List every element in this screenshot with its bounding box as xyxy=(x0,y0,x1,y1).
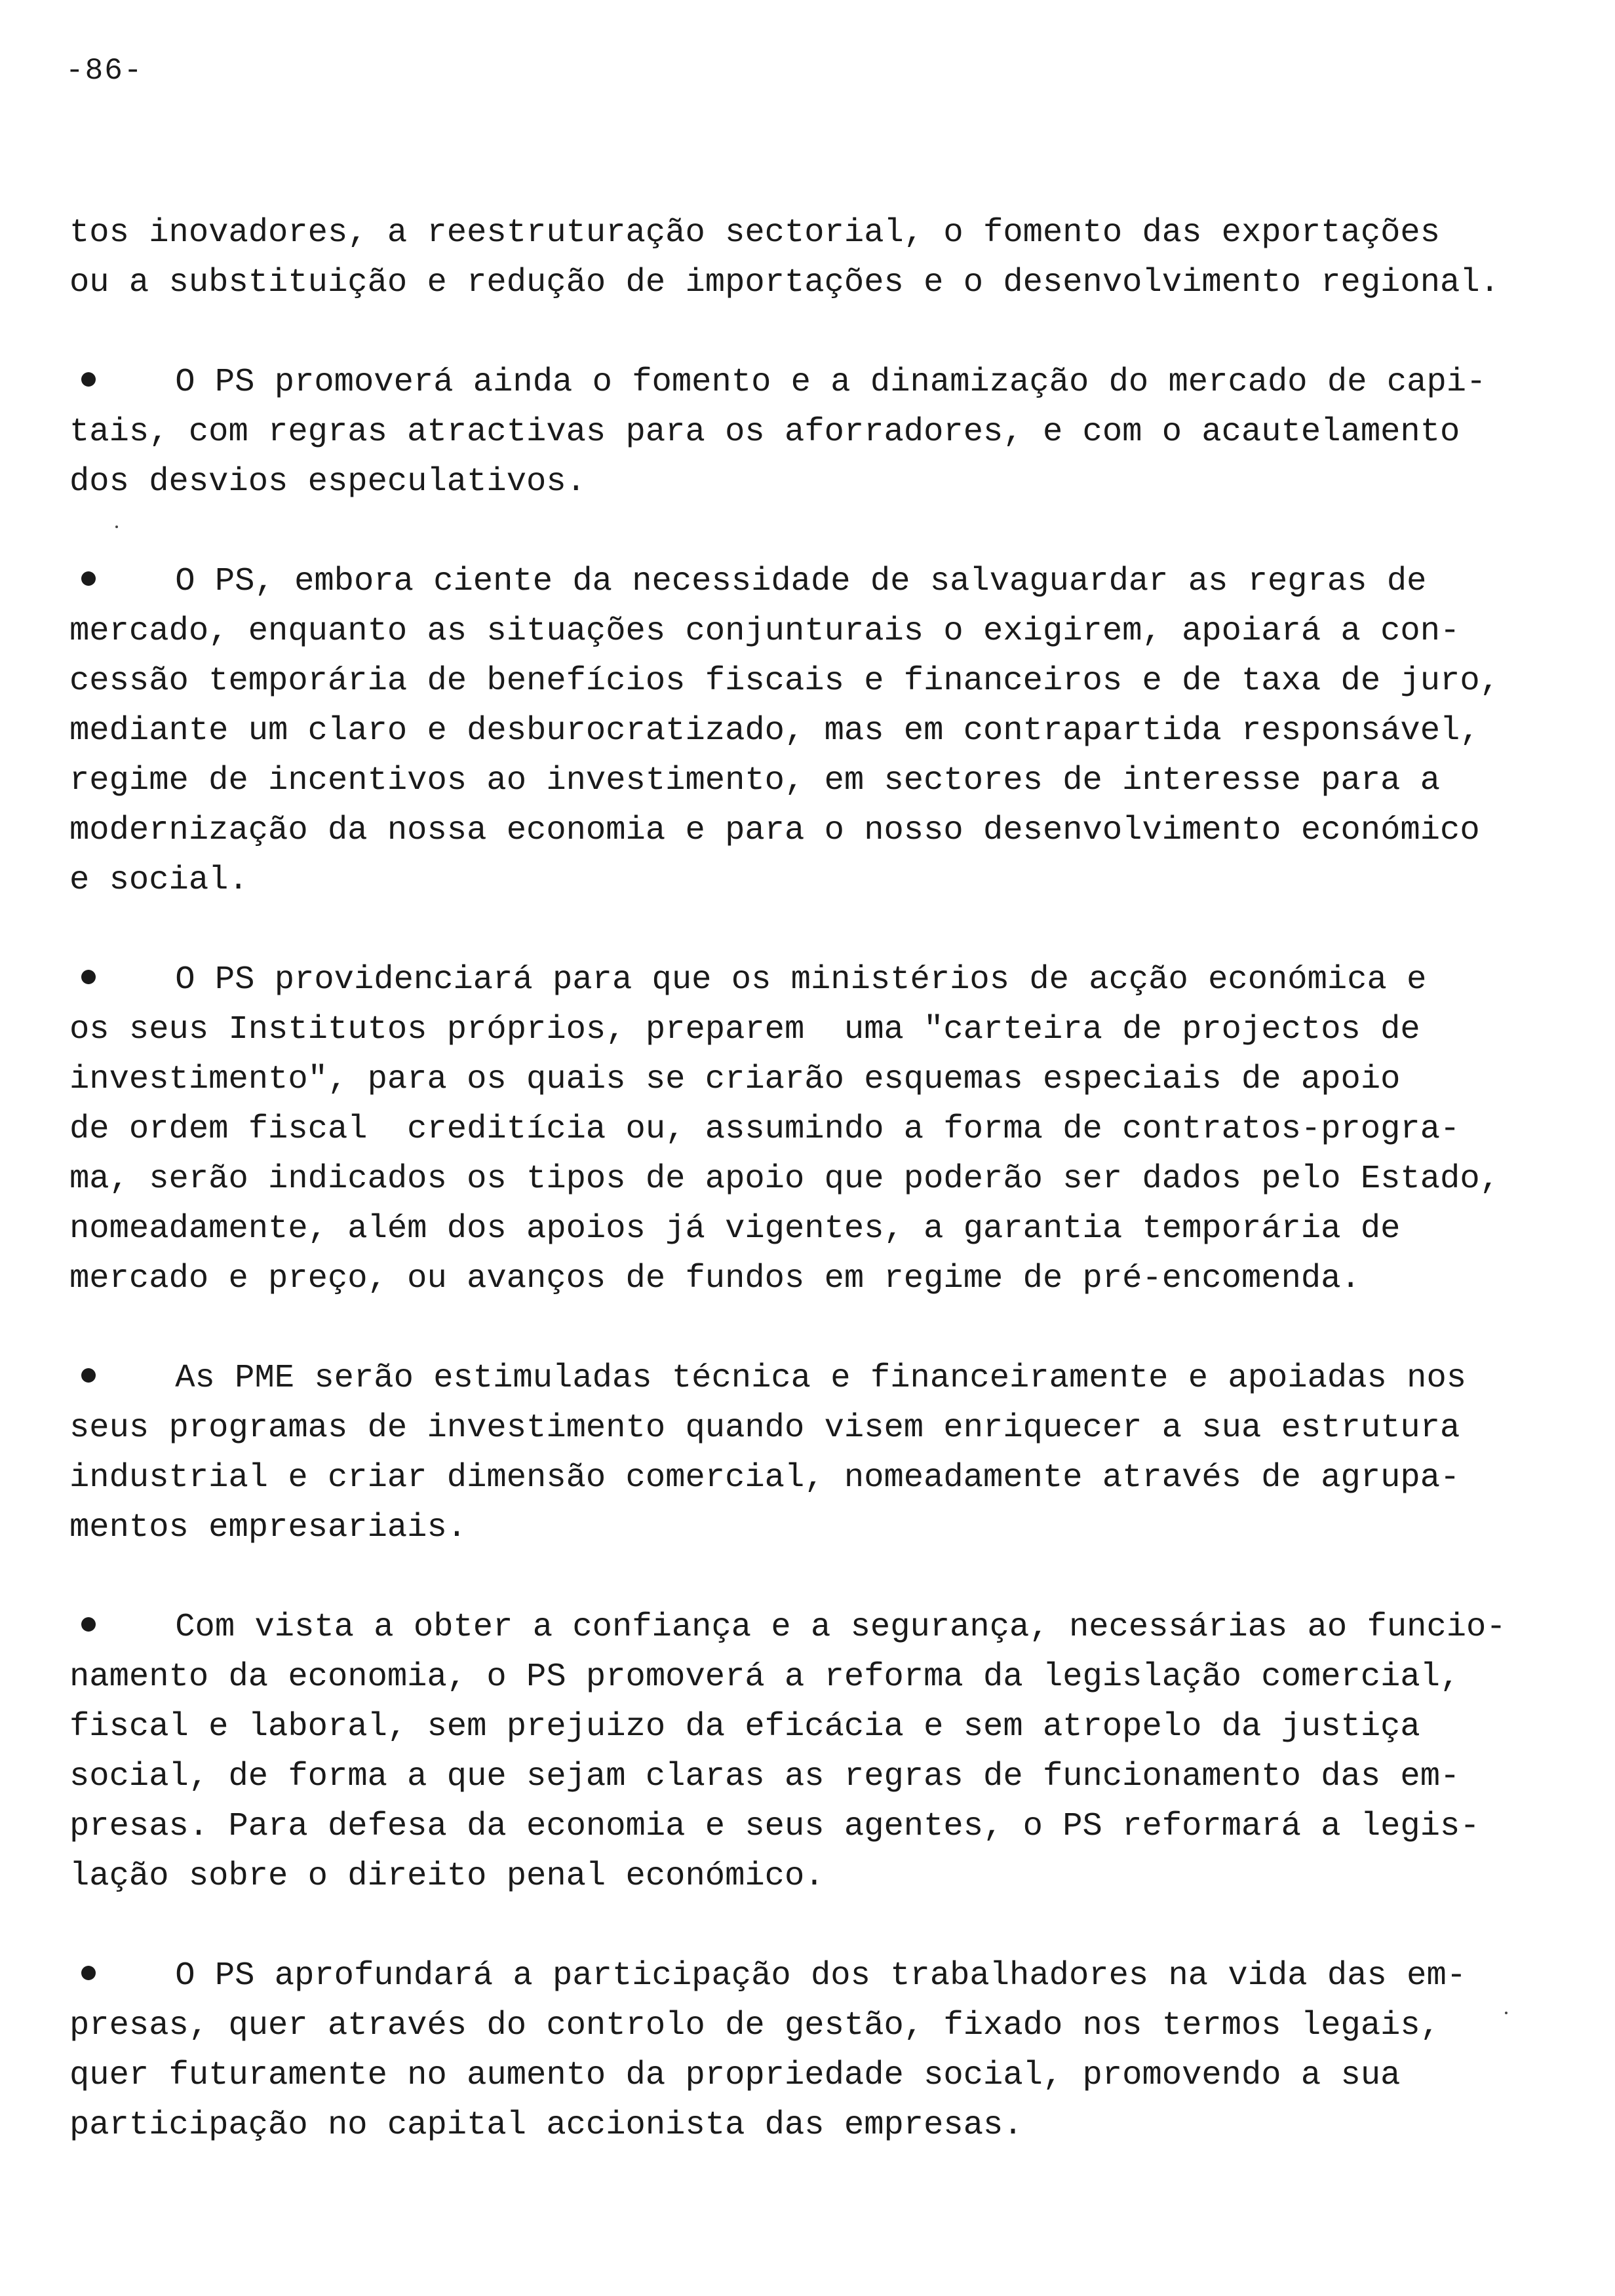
text-line: nomeadamente, além dos apoios já vigentes, a garantia temporária de xyxy=(69,1210,1401,1248)
text-line: O PS promoverá ainda o fomento e a dinamização do mercado de capi- xyxy=(175,364,1487,401)
text-line: ou a substituição e redução de importações e o desenvolvimento regional. xyxy=(69,264,1500,301)
text-line: social, de forma a que sejam claras as regras de funcionamento das em- xyxy=(69,1758,1460,1795)
text-line: os seus Institutos próprios, preparem uma "carteira de projectos de xyxy=(69,1011,1420,1048)
bullet-paragraph-pme xyxy=(69,1354,1570,1553)
text-line: quer futuramente no aumento da propriedade social, promovendo a sua xyxy=(69,2057,1401,2094)
document-body xyxy=(69,208,1570,2200)
text-line: namento da economia, o PS promoverá a reforma da legislação comercial, xyxy=(69,1658,1460,1696)
text-line: e social. xyxy=(69,862,248,899)
scan-speck xyxy=(1505,2012,1508,2014)
bullet-icon xyxy=(81,970,96,984)
text-line: fiscal e laboral, sem prejuizo da eficácia e sem atropelo da justiça xyxy=(69,1708,1420,1746)
text-line: As PME serão estimuladas técnica e financeiramente e apoiadas nos xyxy=(175,1360,1467,1397)
text-line: investimento", para os quais se criarão esquemas especiais de apoio xyxy=(69,1061,1401,1098)
bullet-paragraph-legislation-reform xyxy=(69,1603,1570,1902)
text-line: mentos empresariais. xyxy=(69,1509,467,1546)
text-line: Com vista a obter a confiança e a segurança, necessárias ao funcio- xyxy=(175,1609,1506,1646)
bullet-icon xyxy=(81,372,96,387)
text-line: seus programas de investimento quando visem enriquecer a sua estrutura xyxy=(69,1409,1460,1447)
text-line: lação sobre o direito penal económico. xyxy=(69,1858,825,1895)
text-line: tais, com regras atractivas para os aforradores, e com o acautelamento xyxy=(69,413,1460,451)
text-line: mercado e preço, ou avanços de fundos em regime de pré-encomenda. xyxy=(69,1260,1361,1297)
text-line: modernização da nossa economia e para o nosso desenvolvimento económico xyxy=(69,812,1480,849)
bullet-icon xyxy=(81,1368,96,1383)
text-line: ma, serão indicados os tipos de apoio que poderão ser dados pelo Estado, xyxy=(69,1160,1500,1198)
bullet-paragraph-capital-market xyxy=(69,358,1570,507)
bullet-icon xyxy=(81,571,96,586)
page-number: -86- xyxy=(66,54,144,88)
paragraph-intro-continuation xyxy=(69,208,1570,308)
text-line: dos desvios especulativos. xyxy=(69,463,586,501)
text-line: cessão temporária de benefícios fiscais e financeiros e de taxa de juro, xyxy=(69,662,1500,700)
bullet-paragraph-investment-portfolio xyxy=(69,955,1570,1304)
text-line: presas. Para defesa da economia e seus agentes, o PS reformará a legis- xyxy=(69,1808,1480,1845)
text-line: O PS providenciará para que os ministérios de acção económica e xyxy=(175,961,1427,999)
bullet-paragraph-fiscal-benefits xyxy=(69,557,1570,906)
text-line: O PS, embora ciente da necessidade de salvaguardar as regras de xyxy=(175,563,1427,600)
text-line: O PS aprofundará a participação dos trabalhadores na vida das em- xyxy=(175,1957,1467,1995)
scan-speck xyxy=(115,526,118,528)
bullet-paragraph-worker-participation xyxy=(69,1951,1570,2151)
text-line: tos inovadores, a reestruturação sectorial, o fomento das exportações xyxy=(69,214,1441,252)
text-line: industrial e criar dimensão comercial, nomeadamente através de agrupa- xyxy=(69,1459,1460,1497)
text-line: regime de incentivos ao investimento, em sectores de interesse para a xyxy=(69,762,1441,799)
text-line: de ordem fiscal creditícia ou, assumindo a forma de contratos-progra- xyxy=(69,1111,1460,1148)
text-line: mediante um claro e desburocratizado, mas em contrapartida responsável, xyxy=(69,712,1480,750)
bullet-icon xyxy=(81,1617,96,1632)
text-line: participação no capital accionista das empresas. xyxy=(69,2107,1023,2144)
text-line: presas, quer através do controlo de gestão, fixado nos termos legais, xyxy=(69,2007,1441,2044)
bullet-icon xyxy=(81,1966,96,1980)
text-line: mercado, enquanto as situações conjunturais o exigirem, apoiará a con- xyxy=(69,613,1460,650)
